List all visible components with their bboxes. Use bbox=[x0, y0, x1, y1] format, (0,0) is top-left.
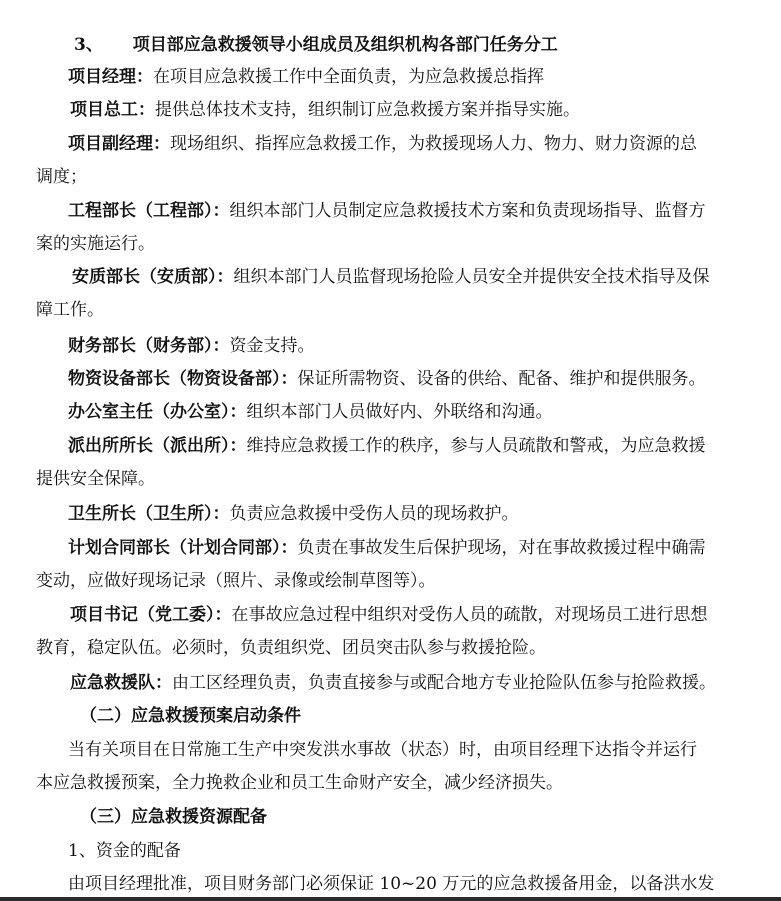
role-deputy-manager bbox=[68, 133, 781, 155]
role-label: 工程部长（工程部）： bbox=[68, 201, 230, 221]
role-label: 项目书记（党工委）： bbox=[70, 605, 232, 625]
role-text: 维持应急救援工作的秩序，参与人员疏散和警戒，为应急救援 bbox=[246, 436, 706, 456]
role-text: 在项目应急救援工作中全面负责，为应急救援总指挥 bbox=[153, 67, 544, 87]
role-text: 组织本部门人员做好内、外联络和沟通。 bbox=[246, 402, 553, 422]
role-label: 项目副经理： bbox=[68, 134, 170, 154]
page-bottom-rule bbox=[0, 897, 781, 901]
role-planning bbox=[68, 537, 781, 559]
section-2-para-line-2: 本应急救援预案，全力挽救企业和员工生命财产安全，减少经济损失。 bbox=[36, 773, 563, 793]
role-clinic bbox=[68, 503, 781, 525]
role-police-cont: 提供安全保障。 bbox=[36, 469, 155, 489]
role-chief-engineer bbox=[70, 99, 781, 121]
section-heading bbox=[74, 34, 781, 56]
role-label: 物资设备部长（物资设备部）： bbox=[68, 369, 298, 389]
role-text: 现场组织、指挥应急救援工作，为救援现场人力、物力、财力资源的总 bbox=[170, 134, 697, 154]
role-label: 安质部长（安质部）： bbox=[72, 267, 234, 287]
role-text: 在事故应急过程中组织对受伤人员的疏散，对现场员工进行思想 bbox=[231, 605, 708, 625]
section-3-subheading: 1、资金的配备 bbox=[68, 841, 181, 861]
role-text: 负责应急救援中受伤人员的现场救护。 bbox=[229, 504, 519, 524]
role-project-manager bbox=[68, 66, 781, 88]
role-text: 由工区经理负责，负责直接参与或配合地方专业抢险队伍参与抢险救援。 bbox=[172, 673, 716, 693]
role-text: 组织本部门人员监督现场抢险人员安全并提供安全技术指导及保 bbox=[233, 267, 710, 287]
section-2-title: （二）应急救援预案启动条件 bbox=[80, 706, 301, 726]
role-office bbox=[68, 401, 781, 423]
role-finance bbox=[68, 335, 781, 357]
role-rescue-team bbox=[70, 672, 781, 694]
heading-title: 项目部应急救援领导小组成员及组织机构各部门任务分工 bbox=[132, 35, 558, 55]
role-label: 应急救援队： bbox=[70, 673, 172, 693]
role-label: 财务部长（财务部）： bbox=[68, 336, 230, 356]
role-text: 资金支持。 bbox=[229, 336, 315, 356]
role-text: 负责在事故发生后保护现场，对在事故救援过程中确需 bbox=[297, 538, 706, 558]
role-materials bbox=[68, 368, 781, 390]
role-text: 组织本部门人员制定应急救援技术方案和负责现场指导、监督方 bbox=[229, 201, 706, 221]
role-label: 计划合同部长（计划合同部）： bbox=[68, 538, 298, 558]
section-2-para-line-1: 当有关项目在日常施工生产中突发洪水事故（状态）时，由项目经理下达指令并运行 bbox=[68, 740, 697, 760]
role-label: 项目经理： bbox=[68, 67, 153, 87]
role-text: 提供总体技术支持，组织制订应急救援方案并指导实施。 bbox=[155, 100, 580, 120]
role-party-secretary-cont: 教育，稳定队伍。必须时，负责组织党、团员突击队参与救援抢险。 bbox=[36, 638, 546, 658]
role-deputy-manager-cont: 调度； bbox=[36, 167, 87, 187]
role-engineering bbox=[68, 200, 781, 222]
role-party-secretary bbox=[70, 604, 781, 626]
role-label: 项目总工： bbox=[70, 100, 155, 120]
heading-number: 3、 bbox=[74, 35, 103, 55]
role-engineering-cont: 案的实施运行。 bbox=[36, 234, 155, 254]
section-3-para-line-1: 由项目经理批准，项目财务部门必须保证 10~20 万元的应急救援备用金，以备洪水发 bbox=[68, 874, 715, 894]
section-3-title: （三）应急救援资源配备 bbox=[80, 807, 267, 827]
role-label: 卫生所长（卫生所）： bbox=[68, 504, 230, 524]
role-text: 保证所需物资、设备的供给、配备、维护和提供服务。 bbox=[297, 369, 706, 389]
role-safety-cont: 障工作。 bbox=[36, 300, 104, 320]
role-planning-cont: 变动，应做好现场记录（照片、录像或绘制草图等）。 bbox=[36, 571, 436, 591]
role-label: 办公室主任（办公室）： bbox=[68, 402, 247, 422]
role-police bbox=[68, 435, 781, 457]
role-safety bbox=[72, 266, 781, 288]
role-label: 派出所所长（派出所）： bbox=[68, 436, 247, 456]
